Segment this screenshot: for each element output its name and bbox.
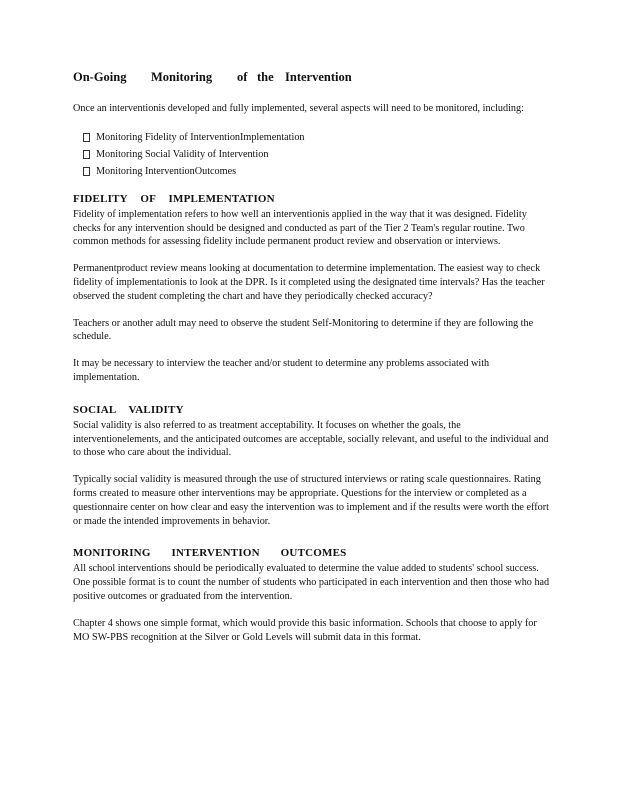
checkbox-icon bbox=[83, 150, 90, 159]
fidelity-paragraph-1: Fidelity of implementation refers to how well an interventionis applied in the way that it was designed. Fidelity checks for any intervention should be designed and conducted as part of the Tier 2 Team's regular routine. Two common methods for assessing fidelity include permanent product review and observation or interviews. bbox=[73, 208, 527, 248]
list-item bbox=[83, 163, 551, 180]
social-paragraph-2: Typically social validity is measured through the use of structured interviews or rating scale questionnaires. Rating forms created to measure other interventions may be appropriate. Questions for the interview or completed as a questionnaire center on how clear and easy the intervention was to implement and if the results were worth the effort or made the intended improvements in behavior. bbox=[73, 474, 549, 527]
fidelity-paragraph-2: Permanentproduct review means looking at documentation to determine implementation. The easiest way to check fidelity of implementationis to look at the DPR. Is it completed using the designated time intervals? Has the teacher observed the student completing the chart and have they periodically checked accuracy? bbox=[73, 263, 545, 302]
list-item-label: Monitoring Fidelity of InterventionImplementation bbox=[96, 131, 305, 143]
monitoring-list bbox=[73, 129, 551, 180]
fidelity-heading: FIDELITY OF IMPLEMENTATION bbox=[73, 192, 275, 205]
page-title bbox=[73, 70, 551, 85]
outcomes-paragraph-2: Chapter 4 shows one simple format, which would provide this basic information. Schools that choose to apply for MO SW-PBS recognition at the Silver or Gold Levels will submit data in this format. bbox=[73, 617, 537, 643]
fidelity-paragraph-3: Teachers or another adult may need to observe the student Self-Monitoring to determine if they are following the schedule. bbox=[73, 317, 534, 343]
social-paragraph-1: Social validity is also referred to as treatment acceptability. It focuses on whether the goals, the interventionelements, and the anticipated outcomes are acceptable, socially relevant, and useful to the individual and to those who care about the individual. bbox=[73, 419, 549, 459]
fidelity-paragraph-4: It may be necessary to interview the teacher and/or student to determine any problems associated with implementation. bbox=[73, 358, 490, 383]
list-item-label: Monitoring Social Validity of Intervention bbox=[96, 148, 269, 160]
title-word-1: On-Going bbox=[73, 70, 127, 84]
checkbox-icon bbox=[83, 133, 90, 142]
social-validity-heading: SOCIAL VALIDITY bbox=[73, 403, 184, 416]
list-item bbox=[83, 146, 551, 163]
checkbox-icon bbox=[83, 167, 90, 176]
title-word-2: Monitoring bbox=[151, 70, 213, 84]
document-page bbox=[73, 70, 551, 657]
outcomes-paragraph-1: All school interventions should be periodically evaluated to determine the value added to students' school success. One possible format is to count the number of students who participated in each intervention and then those who had positive outcomes or graduated from the intervention. bbox=[73, 563, 550, 602]
intro-paragraph: Once an interventionis developed and fully implemented, several aspects will need to be monitored, including: bbox=[73, 103, 524, 114]
title-word-4: the bbox=[257, 70, 274, 84]
list-item bbox=[83, 129, 551, 146]
list-item-label: Monitoring InterventionOutcomes bbox=[96, 165, 237, 177]
outcomes-heading: MONITORING INTERVENTION OUTCOMES bbox=[73, 547, 347, 560]
title-word-5: Intervention bbox=[285, 70, 352, 84]
title-word-3: of bbox=[237, 70, 248, 84]
